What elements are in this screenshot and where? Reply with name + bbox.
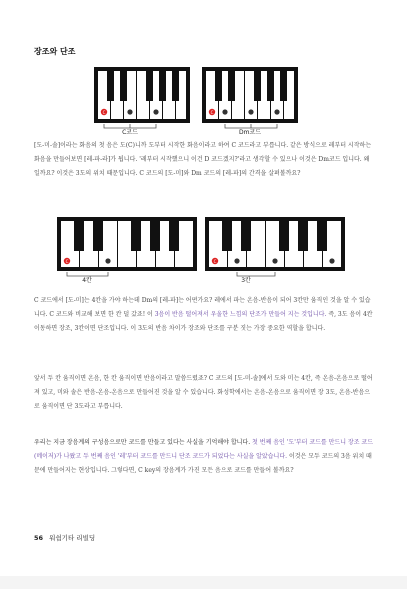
svg-text:C: C [102,109,106,115]
paragraph-3: 앞서 두 칸 움직이면 온음, 한 칸 움직이면 반음이라고 말씀드렸죠? C 코드의 [도-미-솔]에서 도와 미는 4칸, 즉 온음-온음으로 떨어져 있고, 미와 솔은 반음-온음-온음으로 만들어진 것을 알 수 있습니다. 화성학에서는 온음-온음으로 움직이면 장 3도, 온음-반음으로 움직이면 단 3도라고 부릅니다. [34,375,373,410]
keyboard-minor-third [205,217,345,284]
paragraph-4-part-3: 이것은 모두 코드의 3음 위치 때문에 만들어지는 현상입니다. 그렇다면, C key의 장음계가 가진 모든 음으로 코드를 만들어 볼까요? [34,453,372,474]
keyboard-major-third-graphic [57,217,197,271]
keyboard-dm-chord-graphic [202,67,298,123]
page-footer [34,533,95,542]
svg-text:C: C [65,258,69,264]
svg-text:C: C [210,109,214,115]
keyboard-minor-third-graphic [205,217,345,271]
paragraph-1: [도-미-솔]이라는 화음의 첫 음은 도(C)니까 도부터 시작한 화음이라고 하여 C 코드라고 부릅니다. 같은 방식으로 레부터 시작하는 화음을 만들어보면 [레-파-라]가 됩니다. '레부터 시작했으니 이건 D 코드겠지?'라고 생각할 수 있으나 이것은 Dm코드 입니다. 왜일까요? 이것은 3도의 위치 때문입니다. C 코드의 [도-미]와 Dm 코드의 [레-파]의 간격을 살펴볼까요? [34,142,372,177]
paragraph-4-highlight: 첫 번째 음인 '도'부터 코드를 만드니 장조 코드(메이저)가 나왔고 두 번째 음인 '레'부터 코드를 만드니 단조 코드가 되었다는 사실을 알았습니다. [34,439,374,460]
keyboard-major-third-label: 4칸 [82,277,92,284]
paragraph-4-part-1: 우리는 지금 장음계의 구성음으로만 코드를 만들고 있다는 사실을 기억해야 합니다. [34,439,253,446]
keyboard-c-chord-graphic [94,67,190,123]
keyboard-dm-chord [202,67,298,136]
section-heading: 장조와 단조 [34,47,76,56]
paragraph-2-part-1: C 코드에서 [도-미]는 4칸을 가야 하는데 Dm의 [레-파]는 어떤가요? 레에서 파는 온음-반음이 되어 3칸만 움직인 것을 알 수 있습니다. C 코드와 비교해 보면 한 칸 덜 갔죠! 이 [34,297,371,318]
paragraph-2-part-3: 즉, 3도 음이 4칸 이동하면 장조, 3칸이면 단조입니다. 이 3도의 반음 차이가 장조와 단조를 구분 짓는 가장 중요한 역할을 합니다. [34,311,373,332]
keyboard-minor-third-label: 3칸 [241,277,251,284]
svg-text:C: C [213,258,217,264]
keyboard-c-chord-label: C코드 [122,129,138,136]
paragraph-2 [34,294,374,336]
keyboard-dm-chord-label: Dm코드 [238,129,262,136]
paragraph-4 [34,436,374,478]
page-number: 56 [34,534,44,542]
paragraph-2-highlight: 3음이 반음 떨어져서 우울한 느낌의 단조가 만들어 지는 것입니다. [154,311,327,318]
keyboard-c-chord [94,67,190,136]
keyboard-major-third [57,217,197,284]
book-title: 워쉽기타 리빌딩 [49,534,96,542]
